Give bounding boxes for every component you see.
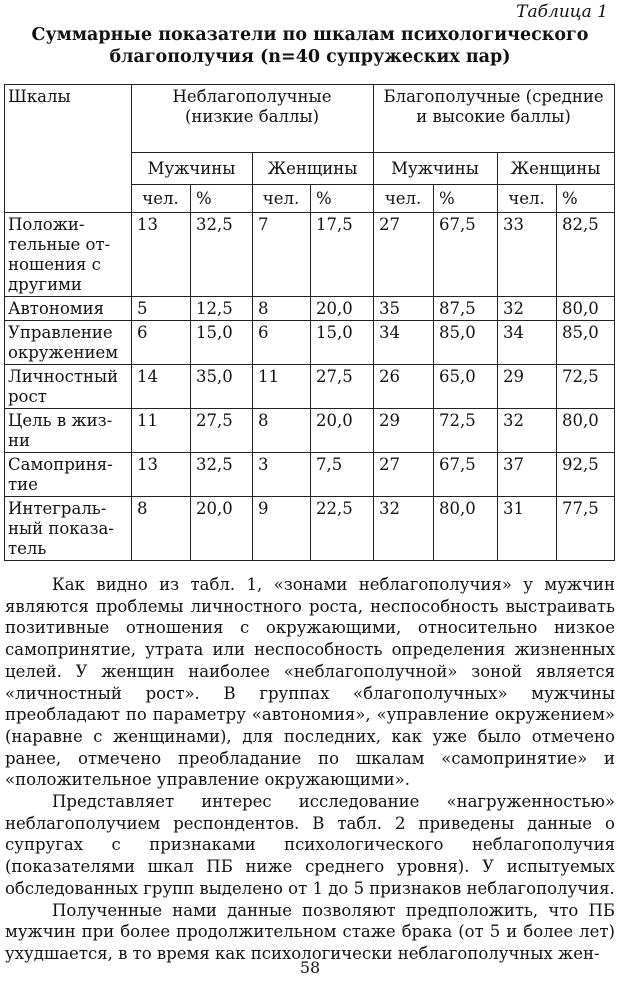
header-count: чел. <box>498 185 557 213</box>
cell-value: 87,5 <box>434 297 498 321</box>
cell-value: 67,5 <box>434 213 498 297</box>
row-scale: Личностный рост <box>5 365 132 409</box>
cell-value: 15,0 <box>191 321 253 365</box>
header-percent: % <box>434 185 498 213</box>
row-scale: Управление окружением <box>5 321 132 365</box>
cell-value: 80,0 <box>557 297 615 321</box>
cell-value: 34 <box>498 321 557 365</box>
cell-value: 35,0 <box>191 365 253 409</box>
header-count: чел. <box>374 185 434 213</box>
cell-value: 32 <box>498 297 557 321</box>
paragraph: Представляет интерес исследование «нагруженностью» неблагополучием респондентов. В табл. 2 приведены данные о супругах с признаками психологического неблагополучия (показателями шкал ПБ ниже среднего уровня). У испытуемых обследованных групп выделено от 1 до 5 признаков неблагополучия. <box>5 792 615 898</box>
cell-value: 13 <box>132 213 191 297</box>
cell-value: 8 <box>253 409 311 453</box>
cell-value: 72,5 <box>557 365 615 409</box>
cell-value: 20,0 <box>191 497 253 561</box>
cell-value: 27,5 <box>191 409 253 453</box>
paragraph: Полученные нами данные позволяют предположить, что ПБ мужчин при более продолжительном стаже брака (от 5 и более лет) ухудшается, в то время как психологически неблагополучных жен- <box>5 900 615 963</box>
cell-value: 85,0 <box>557 321 615 365</box>
cell-value: 14 <box>132 365 191 409</box>
table-row <box>5 213 615 297</box>
row-scale: Автономия <box>5 297 132 321</box>
cell-value: 6 <box>253 321 311 365</box>
header-count: чел. <box>132 185 191 213</box>
row-scale: Самоприня-тие <box>5 453 132 497</box>
row-scale: Интеграль-ный показа-тель <box>5 497 132 561</box>
header-women-good: Женщины <box>498 153 615 185</box>
header-count: чел. <box>253 185 311 213</box>
cell-value: 27 <box>374 213 434 297</box>
cell-value: 34 <box>374 321 434 365</box>
table-row <box>5 453 615 497</box>
table-row <box>5 297 615 321</box>
cell-value: 3 <box>253 453 311 497</box>
cell-value: 77,5 <box>557 497 615 561</box>
cell-value: 27 <box>374 453 434 497</box>
table-title <box>0 24 620 68</box>
cell-value: 82,5 <box>557 213 615 297</box>
row-scale: Положи-тельные от-ношения с другими <box>5 213 132 297</box>
table-title-line-1: Суммарные показатели по шкалам психологического <box>31 25 589 45</box>
cell-value: 35 <box>374 297 434 321</box>
cell-value: 67,5 <box>434 453 498 497</box>
cell-value: 11 <box>253 365 311 409</box>
cell-value: 12,5 <box>191 297 253 321</box>
header-group-good: Благополучные (средние и высокие баллы) <box>374 85 615 153</box>
table-title-line-2: благополучия (n=40 супружеских пар) <box>109 47 511 67</box>
cell-value: 9 <box>253 497 311 561</box>
cell-value: 29 <box>374 409 434 453</box>
cell-value: 32,5 <box>191 213 253 297</box>
cell-value: 32 <box>498 409 557 453</box>
cell-value: 65,0 <box>434 365 498 409</box>
wellbeing-table <box>4 84 615 561</box>
header-men-bad: Мужчины <box>132 153 253 185</box>
table-caption: Таблица 1 <box>516 2 608 22</box>
cell-value: 32,5 <box>191 453 253 497</box>
cell-value: 20,0 <box>311 409 374 453</box>
header-group-bad: Неблагополучные (низкие баллы) <box>132 85 374 153</box>
cell-value: 22,5 <box>311 497 374 561</box>
body-text <box>5 574 615 965</box>
cell-value: 7 <box>253 213 311 297</box>
cell-value: 37 <box>498 453 557 497</box>
header-men-good: Мужчины <box>374 153 498 185</box>
cell-value: 32 <box>374 497 434 561</box>
cell-value: 13 <box>132 453 191 497</box>
cell-value: 80,0 <box>434 497 498 561</box>
table-row <box>5 409 615 453</box>
cell-value: 80,0 <box>557 409 615 453</box>
cell-value: 27,5 <box>311 365 374 409</box>
header-scales: Шкалы <box>5 85 132 213</box>
header-percent: % <box>191 185 253 213</box>
cell-value: 17,5 <box>311 213 374 297</box>
cell-value: 6 <box>132 321 191 365</box>
cell-value: 31 <box>498 497 557 561</box>
header-women-bad: Женщины <box>253 153 374 185</box>
cell-value: 29 <box>498 365 557 409</box>
cell-value: 26 <box>374 365 434 409</box>
header-percent: % <box>311 185 374 213</box>
cell-value: 85,0 <box>434 321 498 365</box>
cell-value: 92,5 <box>557 453 615 497</box>
row-scale: Цель в жиз-ни <box>5 409 132 453</box>
header-percent: % <box>557 185 615 213</box>
cell-value: 20,0 <box>311 297 374 321</box>
cell-value: 15,0 <box>311 321 374 365</box>
page-number: 58 <box>299 958 321 977</box>
cell-value: 8 <box>132 497 191 561</box>
paragraph: Как видно из табл. 1, «зонами неблагополучия» у мужчин являются проблемы личностного роста, неспособность выстраивать позитивные отношения с окружающими, относительно низкое самопринятие, утрата или неспособность определения жизненных целей. У женщин наиболее «неблагополучной» зоной является «личностный рост». В группах «благополучных» мужчины преобладают по параметру «автономия», «управление окружением» (наравне с женщинами), для последних, как уже было отмечено ранее, отмечено преобладание по шкалам «самопринятие» и «положительное управление окружающими». <box>5 575 615 790</box>
cell-value: 11 <box>132 409 191 453</box>
cell-value: 33 <box>498 213 557 297</box>
cell-value: 5 <box>132 297 191 321</box>
table-row <box>5 365 615 409</box>
cell-value: 8 <box>253 297 311 321</box>
table-row <box>5 497 615 561</box>
table-row <box>5 321 615 365</box>
cell-value: 7,5 <box>311 453 374 497</box>
cell-value: 72,5 <box>434 409 498 453</box>
